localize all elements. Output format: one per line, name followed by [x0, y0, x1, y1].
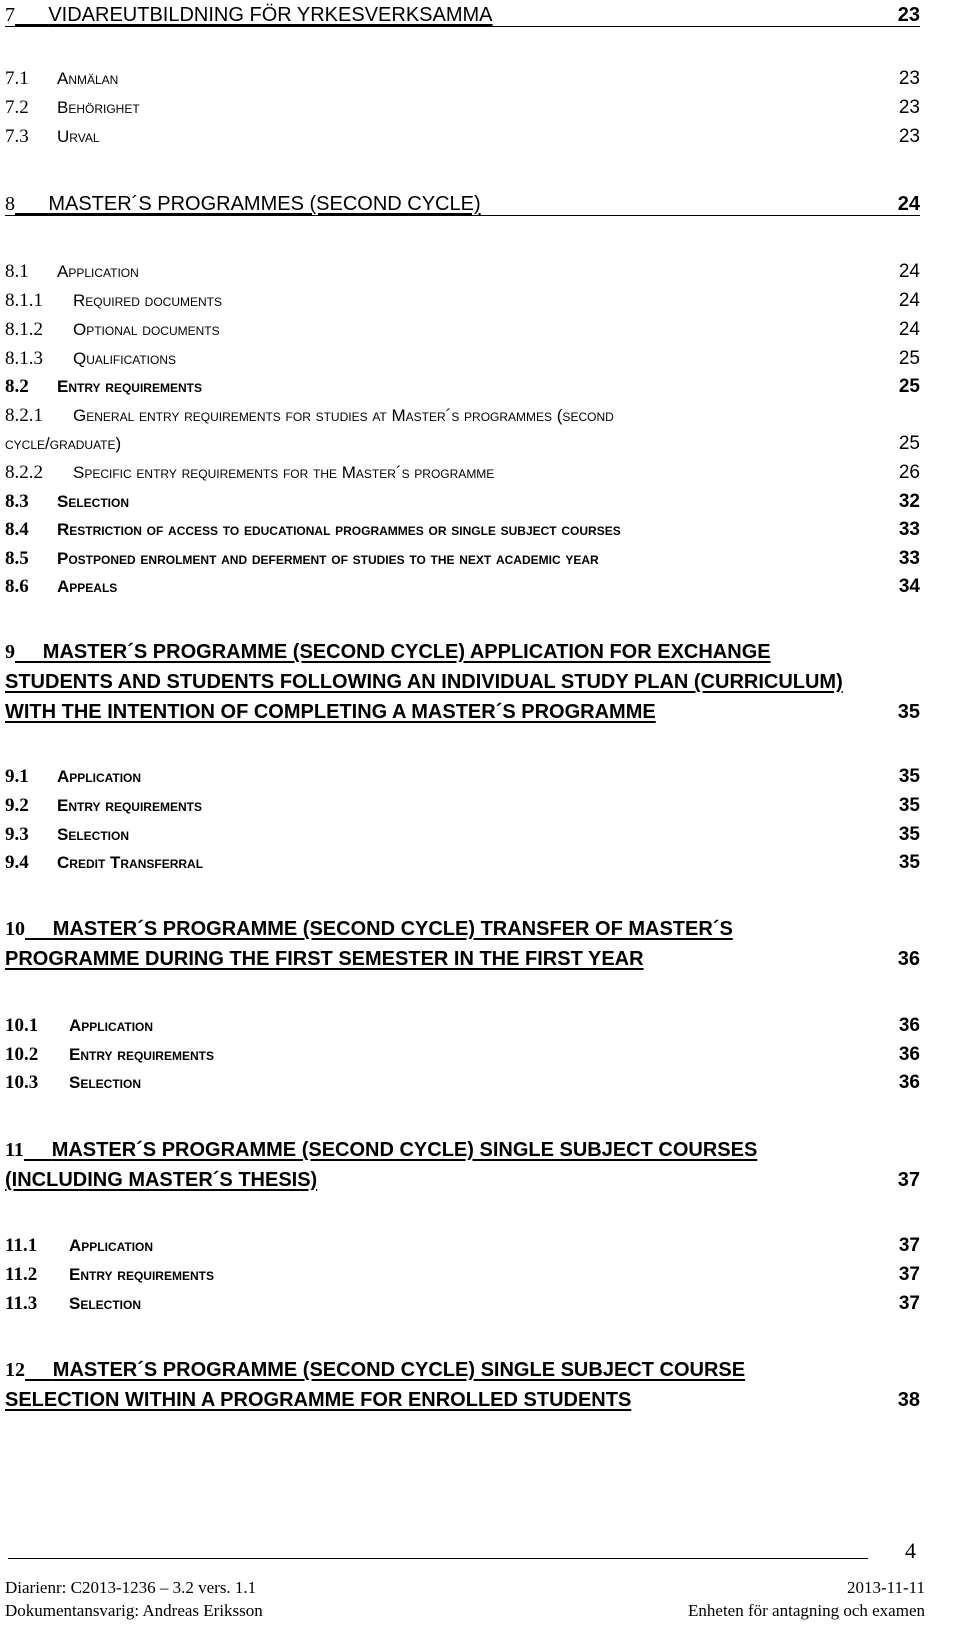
toc-entry[interactable] [5, 1260, 920, 1290]
toc-entry[interactable] [5, 344, 920, 374]
entry-number: 9.1 [5, 766, 29, 787]
entry-title: Entry requirements [69, 1265, 214, 1284]
entry-page: 24 [898, 261, 920, 282]
entry-page: 36 [897, 948, 920, 970]
entry-page: 36 [898, 1015, 920, 1036]
footer-date: 2013-11-11 [846, 1578, 925, 1597]
toc-entry[interactable] [5, 1040, 920, 1070]
entry-title: Optional documents [73, 320, 220, 339]
entry-title: General entry requirements for studies at Master´s programmes (second [73, 406, 614, 425]
toc-heading-10[interactable] [5, 914, 920, 974]
entry-page: 23 [898, 97, 920, 118]
entry-number: 8.1.3 [5, 348, 43, 369]
entry-number: 8.2.2 [5, 462, 43, 483]
entry-page: 25 [898, 433, 920, 454]
entry-page: 26 [898, 462, 920, 483]
entry-title: MASTER´S PROGRAMME (SECOND CYCLE) SINGLE SUBJECT COURSES (INCLUDING MASTER´S THESIS) [5, 1139, 758, 1191]
entry-title: Selection [69, 1294, 142, 1313]
toc-entry[interactable] [5, 315, 920, 345]
toc-entry[interactable] [5, 372, 920, 402]
footer-responsible: Dokumentansvarig: Andreas Eriksson [5, 1601, 263, 1620]
toc-entry[interactable] [5, 64, 920, 94]
entry-number: 8.2 [5, 376, 29, 397]
entry-number: 12 [5, 1359, 25, 1381]
heading-page: 23 [897, 4, 920, 26]
toc-entry[interactable] [5, 1011, 920, 1041]
toc-entry[interactable] [5, 458, 920, 488]
toc-entry[interactable] [5, 401, 920, 431]
toc-entry[interactable] [5, 286, 920, 316]
entry-number: 7.2 [5, 97, 29, 118]
entry-title: MASTER´S PROGRAMME (SECOND CYCLE) SINGLE SUBJECT COURSE SELECTION WITHIN A PROGRAMME FOR ENROLLED STUDENTS [5, 1359, 746, 1411]
entry-number: 8.1.1 [5, 290, 43, 311]
entry-number: 8.4 [5, 519, 29, 540]
entry-title: Appeals [57, 577, 118, 596]
entry-title: Qualifications [73, 349, 177, 368]
entry-number: 10 [5, 918, 25, 940]
entry-title: Entry requirements [69, 1045, 214, 1064]
entry-number: 8.3 [5, 491, 29, 512]
entry-page: 37 [897, 1169, 920, 1191]
entry-number: 7.3 [5, 126, 29, 147]
toc-entry[interactable] [5, 1289, 920, 1319]
toc-heading-9[interactable] [5, 637, 920, 727]
entry-title: MASTER´S PROGRAMME (SECOND CYCLE) APPLICATION FOR EXCHANGE STUDENTS AND STUDENTS FOLLOWING AN INDIVIDUAL STUDY PLAN (CURRICULUM) WITH THE INTENTION OF COMPLETING A MASTER´S PROGRAMME [5, 641, 843, 723]
entry-page: 35 [897, 701, 920, 723]
toc-heading-7[interactable] [5, 0, 920, 30]
entry-page: 33 [898, 548, 920, 569]
entry-title: MASTER´S PROGRAMME (SECOND CYCLE) TRANSFER OF MASTER´S PROGRAMME DURING THE FIRST SEMESTER IN THE FIRST YEAR [5, 918, 733, 970]
entry-number: 9.4 [5, 852, 29, 873]
toc-entry[interactable] [5, 122, 920, 152]
entry-page: 25 [898, 348, 920, 369]
entry-title: Entry requirements [57, 796, 202, 815]
entry-page: 35 [898, 766, 920, 787]
toc-entry[interactable] [5, 762, 920, 792]
entry-page: 35 [898, 824, 920, 845]
entry-number: 8 [5, 193, 15, 215]
entry-title: Postponed enrolment and deferment of studies to the next academic year [57, 549, 599, 568]
entry-title: Application [69, 1016, 154, 1035]
entry-title: Anmälan [57, 69, 119, 88]
toc-entry[interactable] [5, 848, 920, 878]
footer-unit: Enheten för antagning och examen [688, 1601, 925, 1620]
toc-heading-11[interactable] [5, 1135, 920, 1195]
entry-page: 36 [898, 1044, 920, 1065]
entry-page: 33 [898, 519, 920, 540]
heading-number: 7 [5, 4, 15, 26]
toc-entry[interactable] [5, 791, 920, 821]
entry-number: 10.3 [5, 1072, 39, 1093]
heading-title: VIDAREUTBILDNING FÖR YRKESVERKSAMMA [48, 4, 493, 26]
entry-number: 8.1 [5, 261, 29, 282]
entry-number: 11.1 [5, 1235, 38, 1256]
entry-title: Restriction of access to educational programmes or single subject courses [57, 520, 621, 539]
entry-title: Credit Transferral [57, 853, 204, 872]
heading-title: MASTER´S PROGRAMMES (SECOND CYCLE) [48, 193, 481, 215]
toc-entry[interactable] [5, 93, 920, 123]
entry-number: 9 [5, 641, 15, 663]
toc-entry[interactable] [5, 572, 920, 602]
entry-title: Application [69, 1236, 154, 1255]
entry-page: 35 [898, 795, 920, 816]
entry-title: Application [57, 262, 139, 281]
entry-number: 8.2.1 [5, 405, 43, 426]
toc-entry[interactable] [5, 1068, 920, 1098]
entry-number: 11.2 [5, 1264, 38, 1285]
footer-rule [8, 1558, 868, 1559]
entry-page: 32 [898, 491, 920, 512]
entry-number: 8.5 [5, 548, 29, 569]
toc-entry[interactable] [5, 257, 920, 287]
entry-number: 9.3 [5, 824, 29, 845]
entry-page: 34 [898, 576, 920, 597]
entry-number: 9.2 [5, 795, 29, 816]
toc-entry[interactable] [5, 487, 920, 517]
toc-entry[interactable] [5, 544, 920, 574]
entry-page: 38 [897, 1389, 920, 1411]
entry-number: 8.6 [5, 576, 29, 597]
entry-title: Selection [57, 825, 130, 844]
toc-entry[interactable] [5, 515, 920, 545]
entry-page: 35 [898, 852, 920, 873]
entry-title: Application [57, 767, 142, 786]
entry-page: 37 [898, 1264, 920, 1285]
toc-heading-8[interactable] [5, 189, 920, 219]
entry-title: Required documents [73, 291, 223, 310]
entry-number: 8.1.2 [5, 319, 43, 340]
entry-page: 23 [898, 68, 920, 89]
entry-page: 24 [898, 319, 920, 340]
toc-entry-continuation[interactable] [5, 429, 920, 459]
entry-page: 37 [898, 1235, 920, 1256]
entry-page: 23 [898, 126, 920, 147]
entry-number: 7.1 [5, 68, 29, 89]
entry-title: Selection [69, 1073, 142, 1092]
toc-entry[interactable] [5, 820, 920, 850]
entry-title: Entry requirements [57, 377, 202, 396]
toc-entry[interactable] [5, 1231, 920, 1261]
entry-page: 36 [898, 1072, 920, 1093]
entry-page: 24 [898, 290, 920, 311]
toc-heading-12[interactable] [5, 1355, 920, 1415]
entry-title: Urval [57, 127, 100, 146]
entry-number: 11 [5, 1139, 24, 1161]
entry-title: Selection [57, 492, 130, 511]
entry-number: 11.3 [5, 1293, 38, 1314]
footer-diarienr: Diarienr: C2013-1236 – 3.2 vers. 1.1 [5, 1578, 257, 1597]
entry-title-cont: cycle/graduate) [5, 434, 122, 453]
page-number: 4 [905, 1538, 916, 1563]
entry-page: 25 [898, 376, 920, 397]
entry-title: Behörighet [57, 98, 140, 117]
entry-number: 10.1 [5, 1015, 39, 1036]
entry-page: 24 [897, 193, 920, 215]
entry-number: 10.2 [5, 1044, 39, 1065]
entry-title: Specific entry requirements for the Master´s programme [73, 463, 495, 482]
entry-page: 37 [898, 1293, 920, 1314]
